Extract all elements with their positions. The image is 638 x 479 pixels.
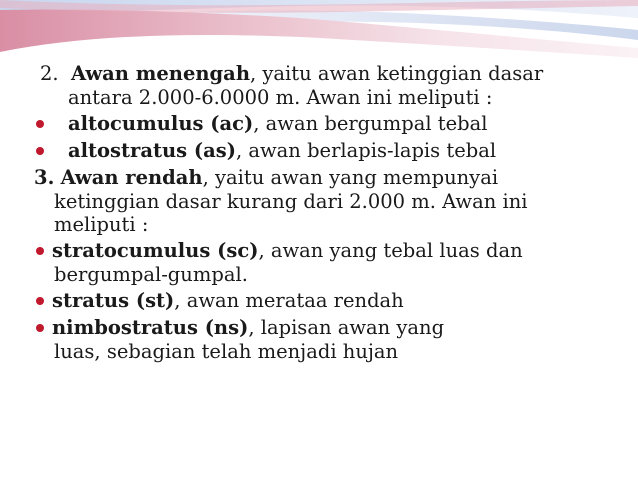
slide-body: [0, 62, 630, 363]
heading-bold-term: Awan menengah: [71, 62, 250, 85]
heading-awan-rendah: [0, 166, 630, 237]
heading-description-line3: meliputi :: [54, 213, 149, 236]
heading-description: , yaitu awan ketinggian dasar: [250, 62, 544, 85]
heading-bold-term: Awan rendah: [60, 166, 203, 189]
bullet-description: , awan berlapis-lapis tebal: [235, 139, 497, 162]
bullet-bold-term: altocumulus (ac): [68, 112, 254, 135]
heading-description: , yaitu awan yang mempunyai: [202, 166, 499, 189]
bullet-item-stratocumulus: [0, 239, 630, 286]
bullet-description: , awan bergumpal tebal: [253, 112, 488, 135]
heading-number: 2.: [40, 62, 59, 85]
bullet-description-line2: luas, sebagian telah menjadi hujan: [54, 339, 399, 363]
bullet-bold-term: nimbostratus (ns): [52, 316, 249, 339]
decorative-header-banner: [0, 0, 638, 62]
bullet-bold-term: altostratus (as): [68, 139, 236, 162]
heading-number: 3.: [34, 166, 55, 189]
bullet-icon: [36, 297, 44, 305]
bullet-item-altostratus: [0, 139, 630, 163]
bullet-description: , lapisan awan yang: [248, 316, 445, 339]
bullet-item-stratus: [0, 289, 630, 313]
bullet-icon: [36, 247, 44, 255]
bullet-description: , awan merataa rendah: [174, 289, 404, 312]
bullet-icon: [36, 120, 44, 128]
bullet-icon: [36, 324, 44, 332]
heading-description-line2: ketinggian dasar kurang dari 2.000 m. Awan ini: [54, 189, 528, 213]
bullet-description: , awan yang tebal luas dan: [258, 239, 523, 262]
bullet-bold-term: stratocumulus (sc): [52, 239, 259, 262]
bullet-bold-term: stratus (st): [52, 289, 175, 312]
heading-description-line2: antara 2.000-6.0000 m. Awan ini meliputi :: [68, 85, 493, 109]
bullet-description-line2: bergumpal-gumpal.: [54, 262, 248, 286]
bullet-item-altocumulus: [0, 112, 630, 136]
bullet-item-nimbostratus: [0, 316, 630, 363]
bullet-icon: [36, 147, 44, 155]
heading-awan-menengah: [0, 62, 630, 109]
